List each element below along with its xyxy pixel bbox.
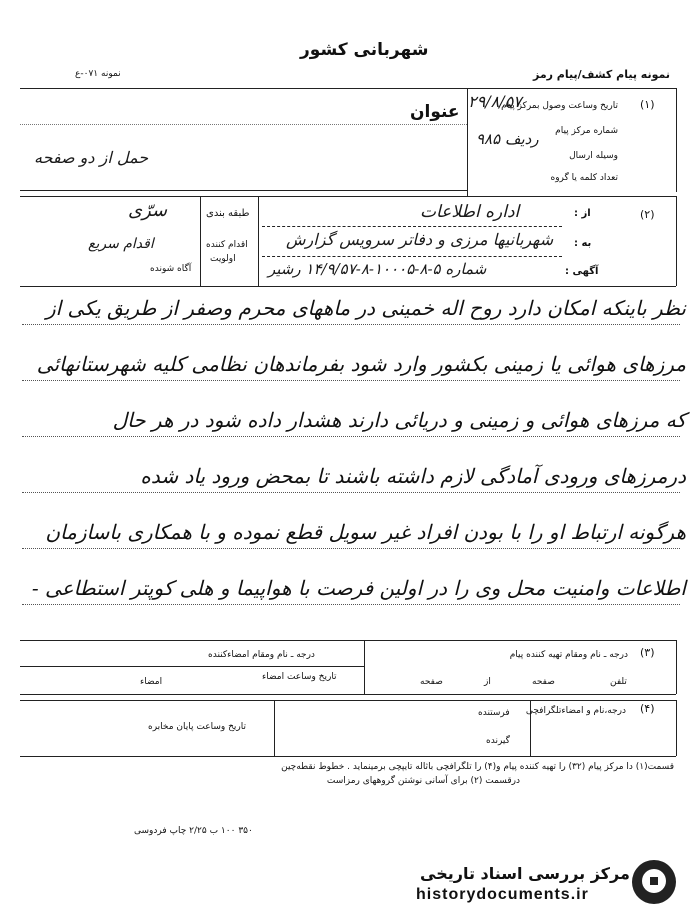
info-label: آگهی : xyxy=(565,266,599,277)
priority-label: اولویت xyxy=(210,254,236,264)
form-code: نمونه ۰۷۱-ع xyxy=(75,69,121,79)
watermark-url: historydocuments.ir xyxy=(416,886,589,903)
section1-bottom-line xyxy=(20,190,467,191)
from-dotted-line xyxy=(262,226,562,227)
section3-bottom-line xyxy=(20,694,676,695)
body-guide-2 xyxy=(22,380,680,381)
handwritten-margin-note: حمل از دو صفحه xyxy=(34,148,149,167)
info-value: شماره ۵-۸-۱۰۰۰۵-۸-۱۴/۹/۵۷ رشیر xyxy=(268,260,487,278)
sender-label: فرستنده xyxy=(478,708,510,718)
frame-top-line xyxy=(20,88,676,89)
of-label: از xyxy=(484,677,491,687)
to-value: شهربانیها مرزی و دفاتر سرویس گزارش xyxy=(286,230,554,249)
section4-bottom-line xyxy=(20,756,676,757)
class-divider-right xyxy=(258,196,259,286)
label-center-number: شماره مرکز پیام xyxy=(555,126,618,136)
unvan-label: عنوان xyxy=(410,102,460,122)
body-guide-4 xyxy=(22,492,680,493)
class-divider-mid xyxy=(200,196,201,286)
section3-top-line xyxy=(20,640,676,641)
section2-top-line xyxy=(20,196,676,197)
section4-divider-2 xyxy=(274,700,275,756)
section3-signer-line xyxy=(20,666,364,667)
phone-label: تلفن xyxy=(610,677,627,687)
document-title: شهربانی کشور xyxy=(300,40,429,60)
to-label: به : xyxy=(574,238,592,249)
label-word-count: تعداد کلمه یا گروه xyxy=(550,173,618,183)
informed-label: آگاه شونده xyxy=(150,264,192,274)
body-line-4: درمرزهای ورودی آمادگی لازم داشته باشند تا بمحض ورود یاد شده xyxy=(140,464,686,488)
classification-value: سرّی xyxy=(128,200,168,221)
body-line-1: نظر باینکه امکان دارد روح اله خمینی در ماههای محرم وصفر از طریق یکی از xyxy=(45,296,686,320)
print-code: ۳۵۰ ۱۰۰ ب ۲/۲۵ چاپ فردوسی xyxy=(134,826,253,836)
action-label: اقدام کننده xyxy=(206,240,248,250)
label-send-method: وسیله ارسال xyxy=(569,151,618,161)
to-dotted-line xyxy=(262,256,562,257)
section3-right-line xyxy=(676,640,677,694)
end-time-label: تاریخ وساعت پایان مخابره xyxy=(148,722,246,732)
handwritten-row: ردیف ۹۸۵ xyxy=(476,130,539,148)
section1-dotted-line-1 xyxy=(20,124,467,125)
from-value: اداره اطلاعات xyxy=(420,202,520,222)
section4-number: (۴) xyxy=(640,702,655,715)
signature-label: امضاء xyxy=(140,677,163,687)
section4-top-line xyxy=(20,700,676,701)
body-line-2: مرزهای هوائی یا زمینی بکشور وارد شود بفرماندهان نظامی کلیه شهرستانهائی xyxy=(36,352,686,376)
classification-label: طبقه بندی xyxy=(206,208,250,219)
frame-right-line xyxy=(676,88,677,192)
watermark-name: مرکز بررسی اسناد تاریخی xyxy=(420,864,630,883)
action-value: اقدام سریع xyxy=(88,236,154,252)
preparer-rank-label: درجه ـ نام ومقام تهیه کننده پیام xyxy=(509,650,628,660)
page-label: صفحه xyxy=(532,677,555,687)
section2-number: (۲) xyxy=(640,208,655,221)
body-guide-5 xyxy=(22,548,680,549)
archive-logo-icon xyxy=(632,860,676,904)
body-line-6: اطلاعات وامنیت محل وی را در اولین فرصت با هواپیما و هلی کوپتر استطاعی - xyxy=(31,576,686,600)
body-guide-6 xyxy=(22,604,680,605)
handwritten-date: ۲۹/۸/۵۷ xyxy=(468,92,522,111)
section1-number: (۱) xyxy=(640,98,655,111)
receiver-label: گیرنده xyxy=(486,736,510,746)
footer-note-1: قسمت(۱) دا مرکز پیام (۳۲) را تهیه کننده پیام و(۴) را تلگرافچی باثاله تایپچی برمینماید . خطوط نقطه‌چین xyxy=(281,762,674,772)
section3-divider xyxy=(364,640,365,694)
body-line-3: که مرزهای هوائی و زمینی و دریائی دارند هشدار داده شود در هر حال xyxy=(112,408,686,432)
section4-right-line xyxy=(676,700,677,756)
section2-right-line xyxy=(676,196,677,286)
body-guide-1 xyxy=(22,324,680,325)
signer-rank-label: درجه ـ نام ومقام امضاءکننده xyxy=(208,650,315,660)
operator-label: درجه،نام و امضاءتلگرافچی xyxy=(525,706,626,716)
page2-label: صفحه xyxy=(420,677,443,687)
section3-number: (۳) xyxy=(640,646,655,659)
body-line-5: هرگونه ارتباط او را با بودن افراد غیر سویل قطع نموده و با همکاری باسازمان xyxy=(45,520,686,544)
body-guide-3 xyxy=(22,436,680,437)
from-label: از : xyxy=(574,208,591,219)
label-arrival-time: تاریخ وساعت وصول بمرکز پیام xyxy=(501,101,618,111)
footer-note-2: درقسمت (۲) برای آسانی نوشتن گروههای رمزاست xyxy=(326,776,520,786)
form-name: نمونه پیام کشف/پیام رمز xyxy=(532,68,670,81)
section2-bottom-line xyxy=(20,286,676,287)
signature-time-label: تاریخ وساعت امضاء xyxy=(262,672,337,682)
